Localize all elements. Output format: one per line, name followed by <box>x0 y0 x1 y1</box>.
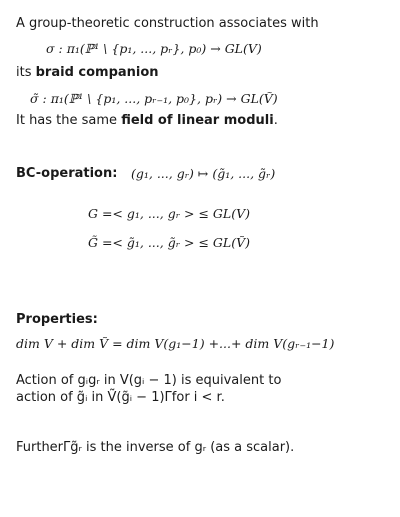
group-g-tilde-formula: G̃ =< g̃₁, ..., g̃ᵣ > ≤ GL(Ṽ) <box>88 235 250 250</box>
dimension-formula: dim V + dim Ṽ = dim V(g₁−1) +...+ dim V(gᵣ₋₁−1) <box>16 336 335 351</box>
intro-line-1: A group-theoretic construction associates with <box>16 16 319 31</box>
field-of-linear-moduli-term: field of linear moduli <box>121 113 274 128</box>
action-line-2: action of g̃ᵢ in Ṽ(g̃ᵢ − 1)Γfor i < r. <box>16 390 225 405</box>
intro-line-3-prefix: its <box>16 65 36 80</box>
bc-operation-map: (g₁, ..., gᵣ) ↦ (g̃₁, ..., g̃ᵣ) <box>131 166 276 181</box>
braid-companion-term: braid companion <box>35 65 159 80</box>
intro-line-5 <box>16 113 278 129</box>
sigma-tilde-map-formula: σ̃ : π₁(ℙ¹ \ {p₁, ..., pᵣ₋₁, p₀}, pᵣ) → GL(Ṽ) <box>30 91 278 106</box>
action-line-1: Action of gᵢgᵣ in V(gᵢ − 1) is equivalent to <box>16 373 282 388</box>
sigma-map-formula: σ : π₁(ℙ¹ \ {p₁, ..., pᵣ}, p₀) → GL(V) <box>46 41 262 56</box>
intro-line-5-suffix: . <box>273 113 278 128</box>
intro-line-5-prefix: It has the same <box>16 113 122 128</box>
further-line: FurtherΓg̃ᵣ is the inverse of gᵣ (as a scalar). <box>16 440 295 455</box>
group-g-formula: G =< g₁, ..., gᵣ > ≤ GL(V) <box>88 206 250 221</box>
intro-line-3 <box>16 65 159 81</box>
properties-heading: Properties: <box>16 312 98 327</box>
bc-operation-label: BC-operation: <box>16 166 118 181</box>
